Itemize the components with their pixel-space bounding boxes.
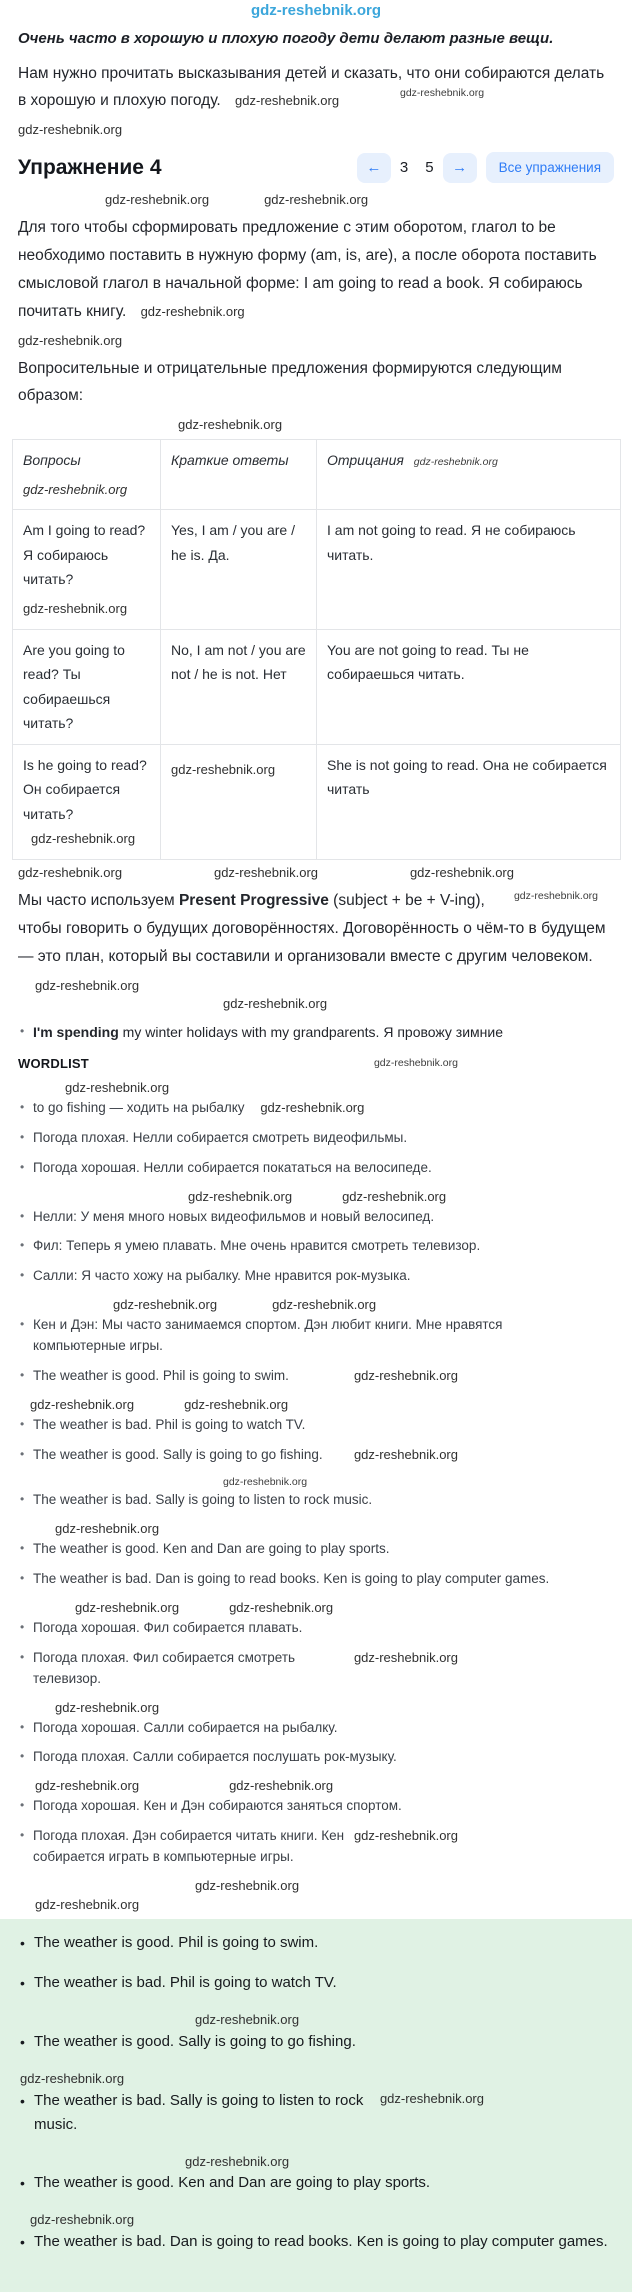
- all-exercises-button[interactable]: Все упражнения: [486, 152, 614, 183]
- watermark: gdz-reshebnik.org: [23, 600, 128, 616]
- wordlist-item: • The weather is bad. Dan is going to read books. Ken is going to play computer games.: [18, 1569, 578, 1590]
- watermark: gdz-reshebnik.org: [55, 1699, 160, 1715]
- watermark-row: [0, 191, 632, 210]
- task-description-text: Нам нужно прочитать высказывания детей и сказать, что они собираются делать в хорошую и плохую погоду.: [18, 64, 605, 110]
- watermark-row: [0, 977, 632, 996]
- watermark: gdz-reshebnik.org: [513, 889, 598, 902]
- table-cell: No, I am not / you are not / he is not. Нет: [161, 629, 317, 744]
- watermark-row: [0, 1296, 632, 1315]
- grammar-formation-paragraph: [18, 214, 614, 326]
- watermark-row: [0, 1777, 632, 1796]
- wordlist-item: [18, 1366, 578, 1387]
- wordlist-item: • Фил: Теперь я умею плавать. Мне очень нравится смотреть телевизор.: [18, 1236, 578, 1257]
- watermark: gdz-reshebnik.org: [23, 481, 128, 497]
- table-header-negatives: [317, 440, 621, 510]
- wordlist-item: • Погода хорошая. Салли собирается на рыбалку.: [18, 1718, 578, 1739]
- wordlist-item: [18, 1826, 578, 1868]
- watermark-row: [0, 1188, 632, 1207]
- watermark: gdz-reshebnik.org: [113, 1297, 218, 1313]
- pp-example-item: [18, 1022, 578, 1044]
- wordlist-item: [18, 1098, 578, 1119]
- watermark-row: [0, 2011, 632, 2030]
- wordlist-heading-row: [18, 1056, 614, 1071]
- arrow-right-icon: →: [452, 159, 468, 177]
- answer-item: • The weather is good. Ken and Dan are going to play sports.: [18, 2171, 614, 2195]
- present-progressive-paragraph: [18, 887, 614, 971]
- table-header-questions: [13, 440, 161, 510]
- pp-text-after: (subject + be + V-ing), чтобы говорить о будущих договорённостях. Договорённость о чём-то в будущем — это план, который вы составили и организовали вместе с другим человеком.: [18, 891, 606, 965]
- cell-text: Is he going to read? Он собирается читать?: [23, 756, 147, 822]
- watermark-row: [0, 121, 632, 140]
- task-intro-italic: Очень часто в хорошую и плохую погоду дети делают разные вещи.: [18, 30, 554, 47]
- exercise-title: Упражнение 4: [18, 155, 162, 179]
- next-exercise-number: 5: [425, 159, 434, 177]
- watermark: gdz-reshebnik.org: [260, 1099, 365, 1115]
- watermark: gdz-reshebnik.org: [229, 1599, 334, 1615]
- table-row: [13, 629, 621, 744]
- wordlist-item: • Салли: Я часто хожу на рыбалку. Мне нравится рок-музыка.: [18, 1266, 578, 1287]
- wordlist-item: • The weather is bad. Phil is going to watch TV.: [18, 1415, 578, 1436]
- answer-item: • The weather is good. Sally is going to go fishing.: [18, 2030, 614, 2054]
- table-cell: I am not going to read. Я не собираюсь читать.: [317, 510, 621, 629]
- wordlist-item: • Погода плохая. Салли собирается послушать рок-музыку.: [18, 1747, 578, 1768]
- watermark: gdz-reshebnik.org: [223, 1475, 308, 1488]
- watermark: gdz-reshebnik.org: [184, 1396, 289, 1412]
- watermark: gdz-reshebnik.org: [18, 332, 123, 348]
- table-cell: [13, 510, 161, 629]
- table-header-row: [13, 440, 621, 510]
- pp-text-before: Мы часто используем: [18, 891, 179, 909]
- watermark: gdz-reshebnik.org: [272, 1297, 377, 1313]
- prev-exercise-number: 3: [399, 159, 409, 177]
- wordlist-item-text: The weather is good. Sally is going to go fishing.: [33, 1446, 323, 1462]
- grammar-formation-text: Для того чтобы сформировать предложение с этим оборотом, глагол to be необходимо поставить в нужную форму (am, is, are), а после оборота поставить смысловой глагол в начальной форме: I am going to read a book. Я собираюсь почитать книгу.: [18, 219, 597, 320]
- watermark-row: [0, 332, 632, 351]
- watermark-row: [0, 1396, 632, 1415]
- table-cell: Yes, I am / you are / he is. Да.: [161, 510, 317, 629]
- watermark: gdz-reshebnik.org: [342, 1188, 447, 1204]
- watermark: • gdz-reshebnik.org: [353, 1828, 458, 1844]
- pp-bold-term: Present Progressive: [178, 891, 329, 909]
- table-cell: [13, 744, 161, 859]
- watermark-row: [0, 1520, 632, 1539]
- watermark: gdz-reshebnik.org: [30, 1396, 135, 1412]
- pp-example-bold: I'm spending: [33, 1024, 119, 1041]
- table-row: [13, 744, 621, 859]
- arrow-left-icon: ←: [366, 159, 382, 177]
- watermark: • gdz-reshebnik.org: [379, 2090, 484, 2106]
- wordlist-item: • Погода плохая. Нелли собирается смотреть видеофильмы.: [18, 1128, 578, 1149]
- watermark: gdz-reshebnik.org: [65, 1079, 170, 1095]
- watermark: gdz-reshebnik.org: [178, 417, 283, 433]
- table-cell: Are you going to read? Ты собираешься читать?: [13, 629, 161, 744]
- watermark: gdz-reshebnik.org: [140, 303, 245, 319]
- watermark: gdz-reshebnik.org: [30, 2212, 135, 2228]
- answer-item-text: The weather is bad. Sally is going to listen to rock music.: [34, 2091, 364, 2133]
- watermark: gdz-reshebnik.org: [105, 192, 210, 208]
- watermark: gdz-reshebnik.org: [235, 93, 340, 109]
- next-exercise-button[interactable]: [443, 153, 477, 183]
- watermark: gdz-reshebnik.org: [373, 1057, 458, 1070]
- watermark: gdz-reshebnik.org: [171, 761, 276, 777]
- watermark: • gdz-reshebnik.org: [353, 1368, 458, 1384]
- watermark-row: [0, 1079, 632, 1098]
- watermark: gdz-reshebnik.org: [400, 86, 485, 99]
- watermark: gdz-reshebnik.org: [18, 122, 123, 138]
- table-cell: [161, 744, 317, 859]
- wordlist-item-text: Погода плохая. Дэн собирается читать книги. Кен собирается играть в компьютерные игры.: [33, 1828, 345, 1865]
- watermark: gdz-reshebnik.org: [188, 1188, 293, 1204]
- watermark-row: [0, 995, 632, 1014]
- watermark: gdz-reshebnik.org: [75, 1599, 180, 1615]
- task-description: [18, 60, 614, 116]
- watermark: gdz-reshebnik.org: [55, 1521, 160, 1537]
- watermark-row: [0, 2153, 632, 2172]
- watermark: gdz-reshebnik.org: [31, 831, 136, 847]
- header-text: Отрицания: [327, 452, 404, 469]
- wordlist-item: • Погода хорошая. Фил собирается плавать.: [18, 1618, 578, 1639]
- wordlist-item: [18, 1648, 578, 1690]
- watermark: gdz-reshebnik.org: [213, 864, 319, 880]
- grammar-questions-paragraph: Вопросительные и отрицательные предложения формируются следующим образом:: [18, 359, 562, 405]
- answer-item: [18, 2089, 614, 2137]
- exercise-header: [18, 152, 614, 183]
- header-text: Краткие ответы: [171, 452, 289, 469]
- watermark-row: [0, 864, 632, 883]
- watermark: gdz-reshebnik.org: [413, 456, 498, 469]
- prev-exercise-button[interactable]: [357, 153, 391, 183]
- watermark: gdz-reshebnik.org: [229, 1778, 334, 1794]
- watermark: gdz-reshebnik.org: [185, 2153, 290, 2169]
- watermark-row: [0, 2070, 632, 2089]
- cell-text: Am I going to read? Я собираюсь читать?: [23, 522, 146, 588]
- wordlist-item: • Кен и Дэн: Мы часто занимаемся спортом. Дэн любит книги. Мне нравятся компьютерные игры.: [18, 1315, 578, 1357]
- answer-item: • The weather is bad. Phil is going to watch TV.: [18, 1971, 614, 1995]
- watermark: • gdz-reshebnik.org: [353, 1446, 458, 1462]
- wordlist-item: • Погода хорошая. Кен и Дэн собираются заняться спортом.: [18, 1796, 578, 1817]
- pp-example-text: my winter holidays with my grandparents. Я провожу зимние: [118, 1024, 504, 1041]
- watermark-row: [0, 1599, 632, 1618]
- watermark-row: [0, 1699, 632, 1718]
- wordlist-item: • The weather is good. Ken and Dan are going to play sports.: [18, 1539, 578, 1560]
- wordlist-title: WORDLIST: [18, 1055, 89, 1071]
- watermark: gdz-reshebnik.org: [18, 864, 123, 880]
- wordlist-item-text: The weather is good. Phil is going to swim.: [33, 1368, 289, 1384]
- answer-box: [0, 1919, 632, 2292]
- answer-item: • The weather is good. Phil is going to swim.: [18, 1931, 614, 1955]
- watermark-row: [0, 2211, 632, 2230]
- wordlist-item: • The weather is bad. Sally is going to listen to rock music.: [18, 1490, 578, 1511]
- watermark: gdz-reshebnik.org: [409, 864, 514, 880]
- wordlist-item: [18, 1445, 578, 1466]
- watermark: gdz-reshebnik.org: [35, 1778, 140, 1794]
- watermark: gdz-reshebnik.org: [195, 1878, 300, 1894]
- watermark: gdz-reshebnik.org: [223, 996, 328, 1012]
- watermark-row: [0, 416, 632, 435]
- exercise-navigation: [357, 152, 614, 183]
- table-cell: She is not going to read. Она не собирается читать: [317, 744, 621, 859]
- watermark: gdz-reshebnik.org: [35, 1896, 140, 1912]
- header-text: Вопросы: [23, 452, 81, 469]
- watermark: gdz-reshebnik.org: [195, 2011, 300, 2027]
- answer-item: • The weather is bad. Dan is going to read books. Ken is going to play computer games.: [18, 2230, 614, 2254]
- watermark: gdz-reshebnik.org: [20, 2070, 125, 2086]
- wordlist-item-text: to go fishing — ходить на рыбалку: [33, 1099, 245, 1115]
- grammar-table: [12, 439, 621, 860]
- watermark-row: [0, 1475, 632, 1491]
- table-row: [13, 510, 621, 629]
- wordlist-item-text: Погода плохая. Фил собирается смотреть телевизор.: [33, 1649, 296, 1686]
- watermark-row: [0, 1896, 632, 1915]
- watermark: gdz-reshebnik.org: [264, 192, 369, 208]
- wordlist-item: • Погода хорошая. Нелли собирается покататься на велосипеде.: [18, 1158, 578, 1179]
- table-cell: You are not going to read. Ты не собираешься читать.: [317, 629, 621, 744]
- table-header-short-answers: [161, 440, 317, 510]
- watermark-top: gdz-reshebnik.org: [250, 2, 381, 19]
- wordlist-item: • Нелли: У меня много новых видеофильмов и новый велосипед.: [18, 1207, 578, 1228]
- watermark: • gdz-reshebnik.org: [353, 1649, 458, 1665]
- watermark: gdz-reshebnik.org: [35, 977, 140, 993]
- watermark-row: [0, 1877, 632, 1896]
